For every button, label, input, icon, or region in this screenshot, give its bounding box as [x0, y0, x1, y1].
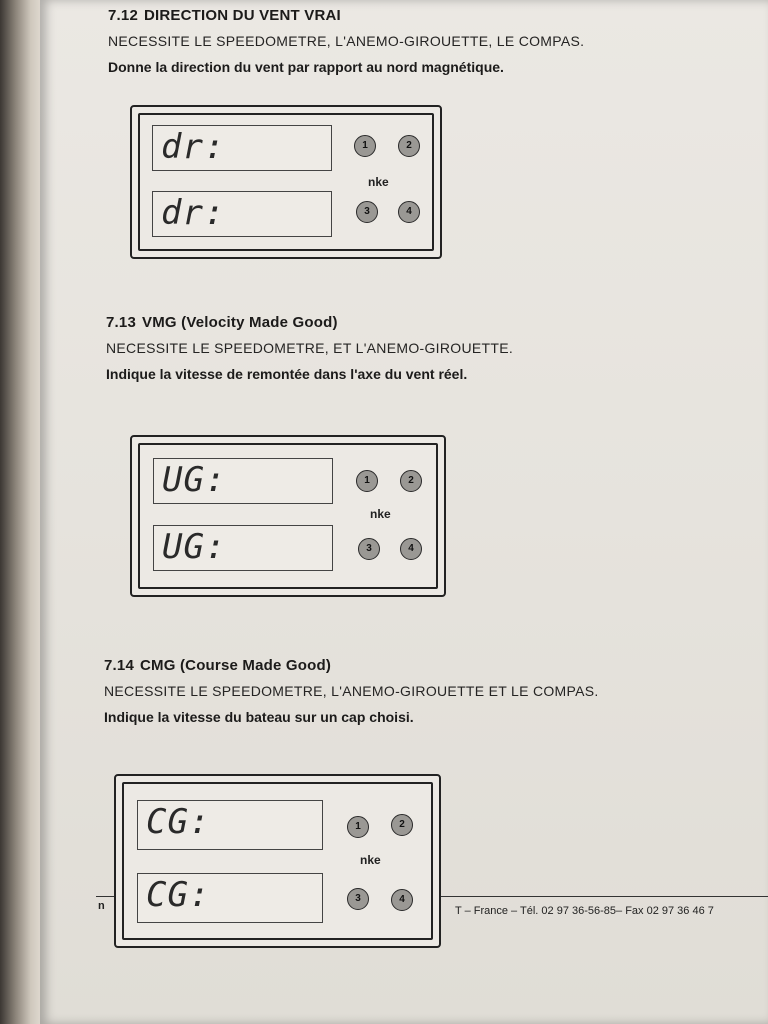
lcd-code: CG: — [146, 802, 211, 842]
display-unit-cmg — [114, 774, 441, 948]
section-7-12 — [108, 7, 584, 75]
button-3[interactable]: 3 — [347, 888, 369, 910]
lcd-code: dr: — [161, 193, 226, 233]
section-description: Indique la vitesse de remontée dans l'axe du vent réel. — [106, 366, 468, 382]
lcd-bottom — [137, 873, 323, 923]
button-1[interactable]: 1 — [354, 135, 376, 157]
lcd-code: UG: — [162, 527, 227, 567]
lcd-top — [152, 125, 332, 171]
button-4[interactable]: 4 — [398, 201, 420, 223]
section-number: 7.14 — [104, 657, 134, 674]
section-description: Donne la direction du vent par rapport au nord magnétique. — [108, 59, 504, 75]
section-title: VMG (Velocity Made Good) — [142, 314, 338, 331]
button-1[interactable]: 1 — [347, 816, 369, 838]
button-2[interactable]: 2 — [400, 470, 422, 492]
button-2[interactable]: 2 — [398, 135, 420, 157]
lcd-top — [153, 458, 333, 504]
footer-left-text: n — [98, 900, 105, 912]
button-1[interactable]: 1 — [356, 470, 378, 492]
lcd-code: UG: — [162, 460, 227, 500]
section-heading — [104, 657, 599, 674]
footer-contact: T – France – Tél. 02 97 36-56-85– Fax 02 97 36 46 7 — [455, 905, 714, 917]
section-requirements: NECESSITE LE SPEEDOMETRE, L'ANEMO-GIROUETTE ET LE COMPAS. — [104, 683, 599, 699]
section-title: CMG (Course Made Good) — [140, 657, 332, 674]
section-number: 7.12 — [108, 7, 138, 24]
button-3[interactable]: 3 — [358, 538, 380, 560]
section-heading — [106, 314, 513, 331]
section-title: DIRECTION DU VENT VRAI — [144, 7, 341, 24]
lcd-code: dr: — [161, 127, 226, 167]
button-2[interactable]: 2 — [391, 814, 413, 836]
section-number: 7.13 — [106, 314, 136, 331]
page-binding-edge — [0, 0, 44, 1024]
button-3[interactable]: 3 — [356, 201, 378, 223]
brand-logo: nke — [370, 507, 391, 521]
lcd-bottom — [152, 191, 332, 237]
display-unit-vmg — [130, 435, 446, 597]
lcd-top — [137, 800, 323, 850]
brand-logo: nke — [368, 175, 389, 189]
brand-logo: nke — [360, 853, 381, 867]
button-4[interactable]: 4 — [400, 538, 422, 560]
section-heading — [108, 7, 584, 24]
section-requirements: NECESSITE LE SPEEDOMETRE, L'ANEMO-GIROUETTE, LE COMPAS. — [108, 33, 585, 49]
lcd-bottom — [153, 525, 333, 571]
section-7-14 — [104, 657, 599, 725]
button-4[interactable]: 4 — [391, 889, 413, 911]
lcd-code: CG: — [146, 875, 211, 915]
section-description: Indique la vitesse du bateau sur un cap choisi. — [104, 709, 414, 725]
display-unit-dr — [130, 105, 442, 259]
section-7-13 — [106, 314, 513, 382]
section-requirements: NECESSITE LE SPEEDOMETRE, ET L'ANEMO-GIROUETTE. — [106, 340, 514, 356]
